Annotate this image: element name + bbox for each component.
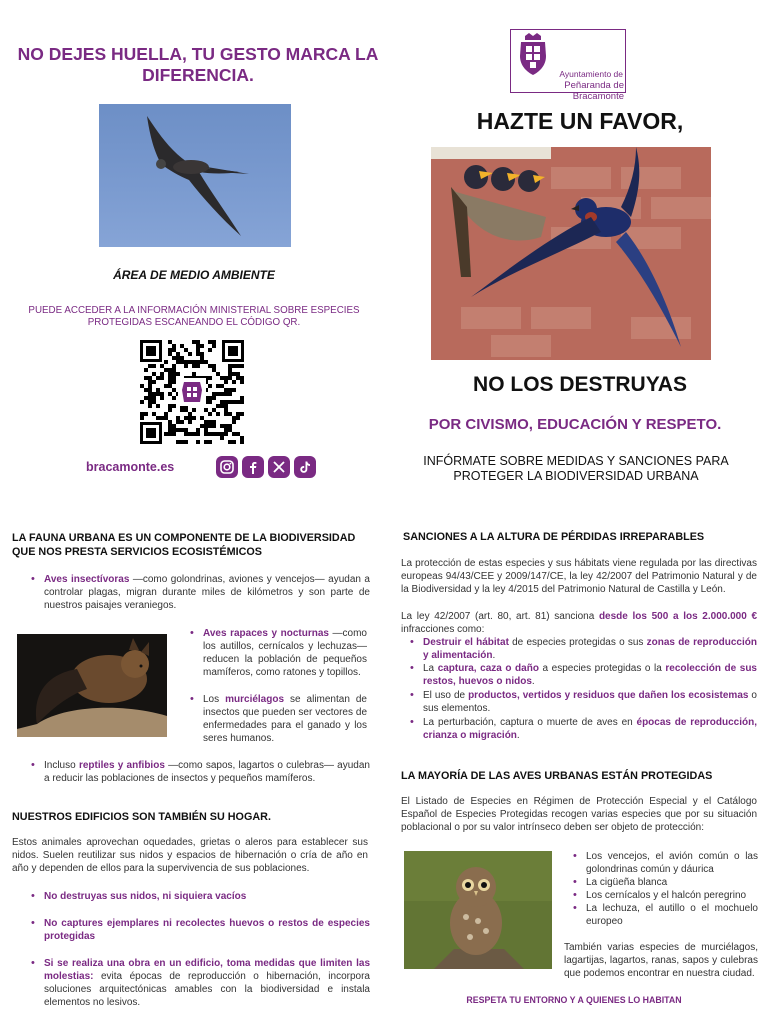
list-item-pre: La — [423, 663, 438, 674]
ley-pre: La ley 42/2007 (art. 80, art. 81) sanciona — [401, 611, 599, 622]
bullet: • — [190, 693, 194, 705]
list-item-bold: captura, caza o daño — [437, 663, 539, 674]
edificios-title: NUESTROS EDIFICIOS SON TAMBIÉN SU HOGAR. — [12, 811, 271, 823]
bullet: • — [573, 876, 577, 888]
list-item-lechuza — [573, 902, 758, 928]
qr-note: PUEDE ACCEDER A LA INFORMACIÓN MINISTERIAL SOBRE ESPECIES PROTEGIDAS ESCANEANDO EL CÓDIGO QR. — [28, 305, 360, 328]
ley-bold: desde los 500 a los 2.000.000 € — [598, 611, 758, 622]
list-item-bold: Aves rapaces y nocturnas — [203, 628, 329, 639]
list-item-text: a especies protegidas o la — [538, 663, 666, 674]
swallow-photo — [431, 147, 711, 360]
list-item-bold: Destruir el hábitat — [423, 637, 509, 648]
no-los-destruyas-title: NO LOS DESTRUYAS — [473, 373, 687, 396]
social-icons — [216, 456, 316, 478]
informate-text: INFÓRMATE SOBRE MEDIDAS Y SANCIONES PARA PROTEGER LA BIODIVERSIDAD URBANA — [423, 454, 729, 483]
bullet: • — [410, 689, 414, 701]
list-item-bold: reptiles y anfibios — [78, 760, 165, 771]
list-item-pre: El uso de — [423, 690, 469, 701]
sanciones-title: SANCIONES A LA ALTURA DE PÉRDIDAS IRREPARABLES — [403, 531, 705, 543]
aves-also: También varias especies de murciélagos, lagartijas, lagartos, ranas, sapos y culebras que podemos encontrar en nuestra ciudad. — [564, 942, 758, 979]
qr-code-graphic — [140, 340, 244, 444]
bullet: • — [31, 957, 35, 969]
list-item-text: —como sapos, lagartos o culebras— ayudan a reducir las poblaciones de insectos y pequeños mamíferos. — [44, 760, 370, 784]
civismo-subtitle: POR CIVISMO, EDUCACIÓN Y RESPETO. — [428, 416, 722, 433]
list-item-end: . — [492, 650, 496, 661]
list-item-bold: Aves insectívoras — [44, 574, 130, 585]
list-item-text: evita épocas de reproducción o hibernación, incorpora soluciones arquitectónicas amables con la biodiversidad e instala elementos no lesivos. — [44, 971, 370, 1008]
list-item-productos — [410, 689, 757, 715]
list-item-text: Los cernícalos y el halcón peregrino — [586, 890, 747, 901]
bullet: • — [573, 902, 577, 914]
bullet: • — [573, 850, 577, 862]
list-item-bold: épocas de reproducción, crianza o migración — [423, 717, 757, 741]
list-item-murcielagos — [190, 693, 367, 745]
list-item-ciguena — [573, 876, 758, 889]
list-item-pre: Incluso — [44, 760, 79, 771]
owl-photo — [404, 851, 552, 969]
list-item-destruir-habitat — [410, 636, 757, 662]
list-item-bold: No captures ejemplares ni recolectes huevos o restos de especies protegidas — [44, 918, 370, 942]
list-item-text: La lechuza, el autillo o el mochuelo europeo — [586, 903, 758, 927]
sanciones-intro: La protección de estas especies y sus hábitats viene regulada por las directivas europeas 94/43/CEE y 2009/147/CE, la ley 42/2007 del Patrimonio Natural y de la Biodiversidad y la ley 4/2015 del Patrimonio Natural de Castilla y León. — [401, 558, 757, 595]
edificios-intro: Estos animales aprovechan oquedades, grietas o aleros para establecer sus nidos. Suelen reutilizar sus nidos y espacios de hibernación o cría de año en año y dependen de ellos para la supervivencia de sus poblaciones. — [12, 837, 368, 874]
facebook-icon[interactable] — [242, 456, 264, 478]
list-item-bold: productos, vertidos y residuos que dañen los ecosistemas — [468, 690, 749, 701]
bullet: • — [31, 890, 35, 902]
respeta-footer: RESPETA TU ENTORNO Y A QUIENES LO HABITAN — [466, 995, 682, 1005]
bullet: • — [573, 889, 577, 901]
fauna-title: LA FAUNA URBANA ES UN COMPONENTE DE LA BIODIVERSIDAD QUE NOS PRESTA SERVICIOS ECOSISTÉMICOS — [12, 532, 356, 558]
bullet: • — [190, 627, 194, 639]
list-item-text: Los vencejos, el avión común o las golondrinas común y dáurica — [586, 851, 758, 875]
list-item-bold2: recolección de sus restos, huevos o nidos — [423, 663, 757, 687]
bullet: • — [31, 573, 35, 585]
x-icon[interactable] — [268, 456, 290, 478]
list-item-reptiles — [31, 759, 370, 785]
list-item-text: La cigüeña blanca — [586, 877, 668, 888]
list-item-pre: La perturbación, captura o muerte de aves en — [423, 717, 637, 728]
list-item-pre: Los — [203, 694, 226, 705]
list-item-text: se alimentan de insectos que pueden ser vectores de enfermedades para el ganado y los seres humanos. — [203, 694, 367, 744]
list-item-end: . — [531, 676, 535, 687]
instagram-icon[interactable] — [216, 456, 238, 478]
ley-post: infracciones como: — [401, 624, 485, 635]
list-item-no-destruyas — [31, 890, 370, 903]
list-item-bold: murciélagos — [225, 694, 285, 705]
aves-intro: El Listado de Especies en Régimen de Protección Especial y el Catálogo Español de Especies Protegidas recogen varias especies que por su situación poblacional o por su valor intrínseco deben ser objeto de protección: — [401, 796, 757, 833]
hazte-title: HAZTE UN FAVOR, — [476, 108, 684, 134]
list-item-text: —como los autillos, cernícalos y lechuzas— reducen la población de pequeños mamíferos, como ratones y topillos. — [203, 628, 367, 678]
bullet: • — [410, 716, 414, 728]
qr-code[interactable] — [140, 340, 244, 444]
bullet: • — [31, 759, 35, 771]
list-item-aves-insectivoras — [31, 573, 370, 612]
list-item-captura — [410, 662, 757, 688]
bullet: • — [410, 662, 414, 674]
aves-title: LA MAYORÍA DE LAS AVES URBANAS ESTÁN PROTEGIDAS — [401, 770, 713, 782]
coat-of-arms-icon — [513, 32, 553, 76]
list-item-no-captures — [31, 917, 370, 943]
website-link[interactable]: bracamonte.es — [86, 460, 175, 474]
sanciones-ley — [401, 610, 757, 636]
list-item-text: de especies protegidas o sus — [508, 637, 647, 648]
area-title: ÁREA DE MEDIO AMBIENTE — [113, 268, 275, 282]
list-item-text: o sus elementos. — [423, 690, 757, 714]
list-item-end: . — [516, 730, 520, 741]
list-item-bold: No destruyas sus nidos, ni siquiera vacíos — [44, 891, 247, 902]
list-item-obra — [31, 957, 370, 1009]
bat-photo — [17, 634, 167, 737]
logo-text-town: Peñaranda de Bracamonte — [564, 80, 624, 102]
list-item-aves-rapaces — [190, 627, 367, 679]
list-item-perturbacion — [410, 716, 757, 742]
bullet: • — [410, 636, 414, 648]
list-item-bold2: zonas de reproducción y alimentación — [423, 637, 757, 661]
tiktok-icon[interactable] — [294, 456, 316, 478]
headline: NO DEJES HUELLA, TU GESTO MARCA LA DIFERENCIA. — [17, 44, 379, 85]
list-item-vencejos — [573, 850, 758, 876]
list-item-cernicalos — [573, 889, 758, 902]
list-item-bold: Si se realiza una obra en un edificio, toma medidas que limiten las molestias: — [44, 958, 370, 982]
logo-text-ayuntamiento: Ayuntamiento de — [559, 69, 623, 79]
bullet: • — [31, 917, 35, 929]
swift-photo — [99, 104, 291, 247]
list-item-text: —como golondrinas, aviones y vencejos— ayudan a controlar plagas, migran durante miles de kilómetros y son parte de nuestros paisajes veraniegos. — [44, 574, 370, 611]
